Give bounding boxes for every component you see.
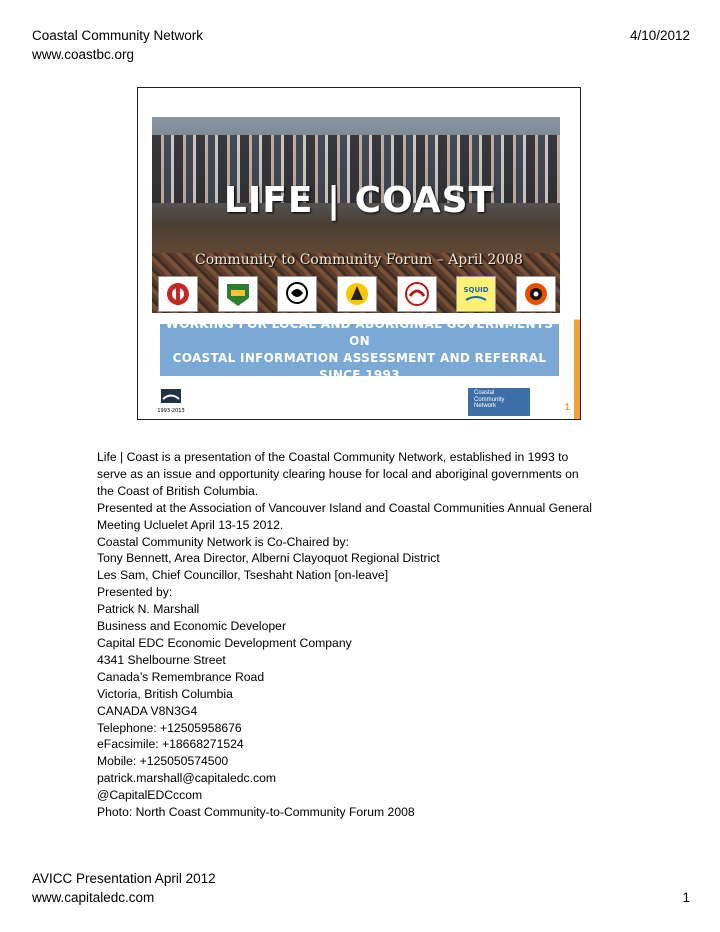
notes-line: serve as an issue and opportunity clearing house for local and aboriginal governments on	[97, 466, 579, 481]
partner-logo-4-icon	[337, 276, 377, 312]
page-footer-left	[32, 869, 216, 907]
slide-subtitle: Community to Community Forum – April 2008	[195, 252, 523, 268]
notes-line: Business and Economic Developer	[97, 619, 287, 634]
slide-number: 1	[564, 402, 570, 413]
notes-line: Mobile: +125050574500	[97, 754, 229, 769]
anniversary-years: 1993-2013	[157, 408, 185, 414]
partner-logo-1-icon	[158, 276, 198, 312]
header-org-url: www.coastbc.org	[32, 47, 135, 62]
banner-line-1: WORKING FOR LOCAL AND ABORIGINAL GOVERNMENTS ON	[165, 317, 554, 348]
header-date: 4/10/2012	[629, 28, 690, 43]
notes-line: Meeting Ucluelet April 13-15 2012.	[97, 517, 284, 532]
cc-logo-line-2: Community	[474, 396, 505, 403]
banner-line-2: COASTAL INFORMATION ASSESSMENT AND REFERRAL SINCE 1993	[172, 351, 547, 382]
partner-logo-squid-icon	[456, 276, 496, 312]
page-header-left	[32, 26, 203, 64]
slide-banner	[160, 317, 559, 382]
partner-logo-3-icon	[277, 276, 317, 312]
notes-line: Canada’s Remembrance Road	[97, 669, 265, 684]
notes-line: Telephone: +12505958676	[97, 720, 242, 735]
notes-line: Presented at the Association of Vancouver Island and Coastal Communities Annual General	[97, 500, 593, 515]
notes-line: Photo: North Coast Community-to-Community Forum 2008	[97, 805, 415, 820]
partner-logos	[158, 276, 556, 312]
page-number: 1	[682, 890, 690, 905]
footer-event: AVICC Presentation April 2012	[32, 871, 216, 886]
notes-line: @CapitalEDCccom	[97, 788, 203, 803]
notes-line: Coastal Community Network is Co-Chaired by:	[97, 534, 349, 549]
partner-logo-2-icon	[218, 276, 258, 312]
notes-line: 4341 Shelbourne Street	[97, 652, 226, 667]
cc-logo-line-3: Network	[474, 403, 497, 409]
coastal-community-network-logo	[468, 388, 530, 416]
notes-line: Victoria, British Columbia	[97, 686, 233, 701]
notes-line: Capital EDC Economic Development Company	[97, 635, 352, 650]
notes-line: Patrick N. Marshall	[97, 602, 200, 617]
notes-line: Presented by:	[97, 585, 173, 600]
notes-line: Tony Bennett, Area Director, Alberni Clayoquot Regional District	[97, 551, 440, 566]
slide-thumbnail	[137, 87, 581, 420]
cc-logo-line-1: Coastal	[474, 390, 495, 396]
slide-title: LIFE | COAST	[223, 180, 495, 221]
partner-logo-7-icon	[516, 276, 556, 312]
ccn-anniversary-logo-icon	[157, 388, 185, 414]
squid-logo-label: SQUID	[463, 286, 489, 294]
notes-line: CANADA V8N3G4	[97, 703, 198, 718]
footer-url: www.capitaledc.com	[32, 890, 155, 905]
partner-logo-5-icon	[397, 276, 437, 312]
notes-email-link[interactable]: patrick.marshall@capitaledc.com	[97, 771, 276, 786]
header-org-name: Coastal Community Network	[32, 28, 204, 43]
notes-line: Les Sam, Chief Councillor, Tseshaht Nation [on-leave]	[97, 568, 389, 583]
notes-line: the Coast of British Columbia.	[97, 483, 259, 498]
speaker-notes	[97, 449, 637, 821]
notes-line: Life | Coast is a presentation of the Coastal Community Network, established in 1993 to	[97, 450, 569, 464]
notes-line: eFacsimile: +18668271524	[97, 737, 244, 752]
